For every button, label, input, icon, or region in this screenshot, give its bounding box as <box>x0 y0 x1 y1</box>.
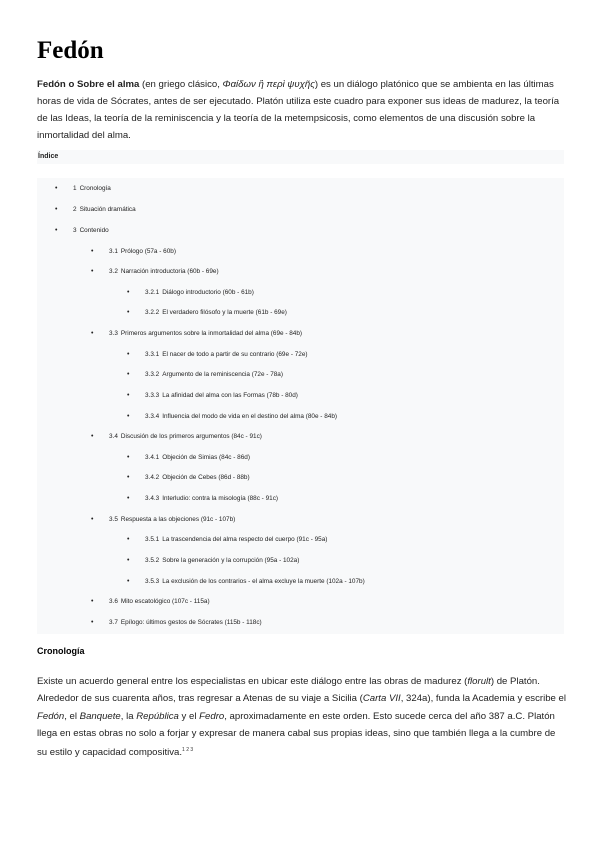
toc-item[interactable]: • 3.3.2 Argumento de la reminiscencia (72e - 78a) <box>127 371 283 378</box>
italic-term: Banquete <box>79 710 121 722</box>
bullet-icon: • <box>127 557 130 564</box>
bullet-icon: • <box>127 371 130 378</box>
bullet-icon: • <box>127 454 130 461</box>
italic-term: Fedro <box>199 710 225 722</box>
toc-header: Índice <box>37 150 564 164</box>
page-title: Fedón <box>37 37 104 64</box>
intro-bold-title: Fedón o Sobre el alma <box>37 79 140 90</box>
section-heading-cronologia: Cronología <box>37 646 85 656</box>
toc-item[interactable]: • 3 Contenido <box>55 227 109 234</box>
bullet-icon: • <box>91 619 94 626</box>
toc-item[interactable]: • 3.3 Primeros argumentos sobre la inmortalidad del alma (69e - 84b) <box>91 330 303 337</box>
toc-item[interactable]: • 2 Situación dramática <box>55 206 136 213</box>
toc-item[interactable]: • 3.3.4 Influencia del modo de vida en el destino del alma (80e - 84b) <box>127 413 338 420</box>
intro-greek-title: Φαίδων ἢ περὶ ψυχῆς <box>222 79 315 90</box>
italic-term: Fedón <box>37 710 65 722</box>
toc-item[interactable]: • 3.2 Narración introductoria (60b - 69e) <box>91 268 219 275</box>
toc-item[interactable]: • 3.4.3 Interludio: contra la misología (88c - 91c) <box>127 495 279 502</box>
bullet-icon: • <box>91 248 94 255</box>
italic-term: Carta VII <box>362 693 401 705</box>
reference-marks[interactable]: 1 2 3 <box>182 747 194 754</box>
bullet-icon: • <box>55 206 58 213</box>
toc-item[interactable]: • 3.7 Epílogo: últimos gestos de Sócrates (115b - 118c) <box>91 619 262 626</box>
body-paragraph: Existe un acuerdo general entre los especialistas en ubicar este diálogo entre las obras de madurez (florult) de Platón. Alrededor de sus cuarenta años, tras regresar a Atenas de su viaje a Sicilia (Carta VII, 324a), funda la Academia y escribe el Fedón, el Banquete, la República y el Fedro, aproximadamente en este orden. Esto sucede cerca del año 387 a.C. Platón llega en estas obras no solo a forjar y expresar de manera cabal sus propias ideas, sino que también llega a la cumbre de su estilo y capacidad compositiva.$^{1 2 3}$ <box>37 676 567 759</box>
toc-item[interactable]: • 3.3.1 El nacer de todo a partir de su contrario (69e - 72e) <box>127 351 308 358</box>
bullet-icon: • <box>91 268 94 275</box>
toc-item[interactable]: • 3.4.2 Objeción de Cebes (86d - 88b) <box>127 474 250 481</box>
toc-item[interactable]: • 1 Cronología <box>55 185 111 192</box>
toc-item[interactable]: • 3.5.3 La exclusión de los contrarios - el alma excluye la muerte (102a - 107b) <box>127 578 365 585</box>
bullet-icon: • <box>91 433 94 440</box>
bullet-icon: • <box>127 536 130 543</box>
intro-text-part2: ) es un diálogo platónico que se ambienta en las últimas horas de vida de Sócrates, antes de ser ejecutado. Platón utiliza este cuadro para exponer sus ideas de madurez, la teoría de las Ideas, la teoría de la reminiscencia y la teoría de la metempsicosis, como elementos de una discusión sobre la inmortalidad del alma. <box>37 79 560 141</box>
bullet-icon: • <box>55 227 58 234</box>
bullet-icon: • <box>127 495 130 502</box>
toc-item[interactable]: • 3.2.1 Diálogo introductorio (60b - 61b) <box>127 289 254 296</box>
bullet-icon: • <box>127 289 130 296</box>
toc-item[interactable]: • 3.4.1 Objeción de Simias (84c - 86d) <box>127 454 250 461</box>
bullet-icon: • <box>127 578 130 585</box>
toc-item[interactable]: • 3.5.1 La trascendencia del alma respecto del cuerpo (91c - 95a) <box>127 536 328 543</box>
toc-item[interactable]: • 3.1 Prólogo (57a - 60b) <box>91 248 176 255</box>
italic-term: República <box>136 710 179 722</box>
bullet-icon: • <box>127 413 130 420</box>
italic-term: florult <box>467 676 491 687</box>
bullet-icon: • <box>91 516 94 523</box>
toc-item[interactable]: • 3.3.3 La afinidad del alma con las Formas (78b - 80d) <box>127 392 298 399</box>
intro-paragraph <box>37 76 567 144</box>
toc-item[interactable]: • 3.5 Respuesta a las objeciones (91c - 107b) <box>91 516 236 523</box>
toc-item[interactable]: • 3.6 Mito escatológico (107c - 115a) <box>91 598 210 605</box>
bullet-icon: • <box>55 185 58 192</box>
bullet-icon: • <box>127 309 130 316</box>
toc-item[interactable]: • 3.2.2 El verdadero filósofo y la muerte (61b - 69e) <box>127 309 287 316</box>
bullet-icon: • <box>91 330 94 337</box>
toc-item[interactable]: • 3.4 Discusión de los primeros argumentos (84c - 91c) <box>91 433 262 440</box>
toc-item[interactable]: • 3.5.2 Sobre la generación y la corrupción (95a - 102a) <box>127 557 300 564</box>
intro-text-part1: (en griego clásico, <box>139 79 223 90</box>
bullet-icon: • <box>127 351 130 358</box>
bullet-icon: • <box>127 474 130 481</box>
bullet-icon: • <box>91 598 94 605</box>
bullet-icon: • <box>127 392 130 399</box>
